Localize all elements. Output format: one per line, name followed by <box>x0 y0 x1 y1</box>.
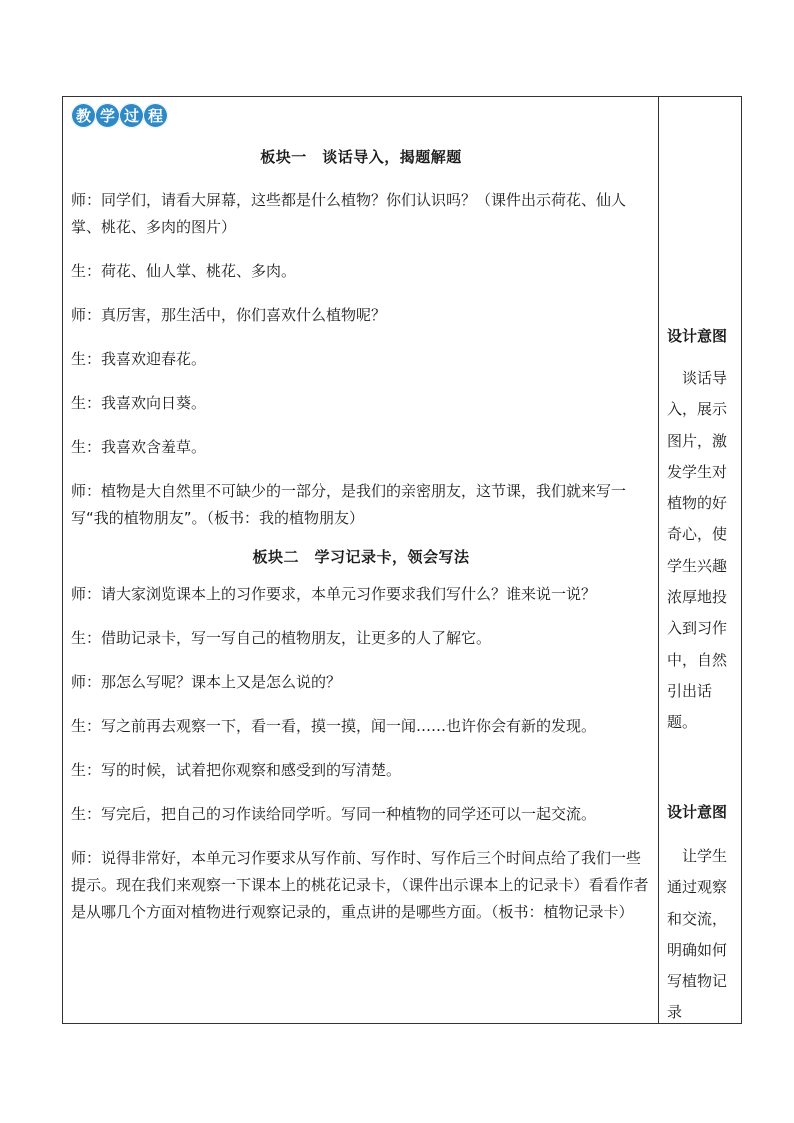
badge-char: 教 <box>71 103 96 128</box>
section-title-2: 板块二 学习记录卡，领会写法 <box>252 548 470 566</box>
dialogue-line: 生：借助记录卡，写一写自己的植物朋友，让更多的人了解它。 <box>71 629 492 647</box>
section-title-1: 板块一 谈话导入，揭题解题 <box>260 148 462 166</box>
dialogue-line: 生：写的时候，试着把你观察和感受到的写清楚。 <box>71 761 402 779</box>
dialogue-line: 师：请大家浏览课本上的习作要求，本单元习作要求我们写什么？谁来说一说？ <box>71 585 597 603</box>
badge-char: 过 <box>119 103 144 128</box>
badge-char: 程 <box>143 103 168 128</box>
badge-char: 学 <box>95 103 120 128</box>
design-intent-title-1: 设计意图 <box>667 327 728 345</box>
design-intent-text-2: 让学生通过观察和交流，明确如何写植物记录 <box>667 847 728 1022</box>
dialogue-line: 生：我喜欢含羞草。 <box>71 438 207 456</box>
teaching-process-badge <box>71 103 651 128</box>
dialogue-line: 生：荷花、仙人掌、桃花、多肉。 <box>71 262 297 280</box>
dialogue-line: 师：那怎么写呢？课本上又是怎么说的？ <box>71 673 342 691</box>
design-intent-title-2: 设计意图 <box>667 803 728 821</box>
dialogue-line: 生：写之前再去观察一下，看一看，摸一摸，闻一闻……也许你会有新的发现。 <box>71 717 597 735</box>
column-divider <box>658 97 659 1023</box>
teaching-process-column <box>71 103 651 926</box>
dialogue-line: 师：说得非常好，本单元习作要求从写作前、写作时、写作后三个时间点给了我们一些提示。现在我们来观察一下课本上的桃花记录卡，（课件出示课本上的记录卡）看看作者是从哪几个方面对植物进行观察记录的，重点讲的是哪些方面。（板书：植物记录卡） <box>71 849 649 921</box>
dialogue-line: 师：真厉害，那生活中，你们喜欢什么植物呢？ <box>71 306 387 324</box>
lesson-table <box>62 96 742 1024</box>
design-intent-text-1: 谈话导入，展示图片，激发学生对植物的好奇心，使学生兴趣浓厚地投入到习作中，自然引出话题。 <box>667 369 728 732</box>
dialogue-line: 生：写完后，把自己的习作读给同学听。写同一种植物的同学还可以一起交流。 <box>71 805 597 823</box>
dialogue-line: 师：同学们，请看大屏幕，这些都是什么植物？你们认识吗？（课件出示荷花、仙人掌、桃花、多肉的图片） <box>71 191 627 236</box>
dialogue-line: 师：植物是大自然里不可缺少的一部分，是我们的亲密朋友，这节课，我们就来写一写“我的植物朋友”。（板书：我的植物朋友） <box>71 482 627 527</box>
dialogue-line: 生：我喜欢迎春花。 <box>71 350 207 368</box>
dialogue-line: 生：我喜欢向日葵。 <box>71 394 207 412</box>
